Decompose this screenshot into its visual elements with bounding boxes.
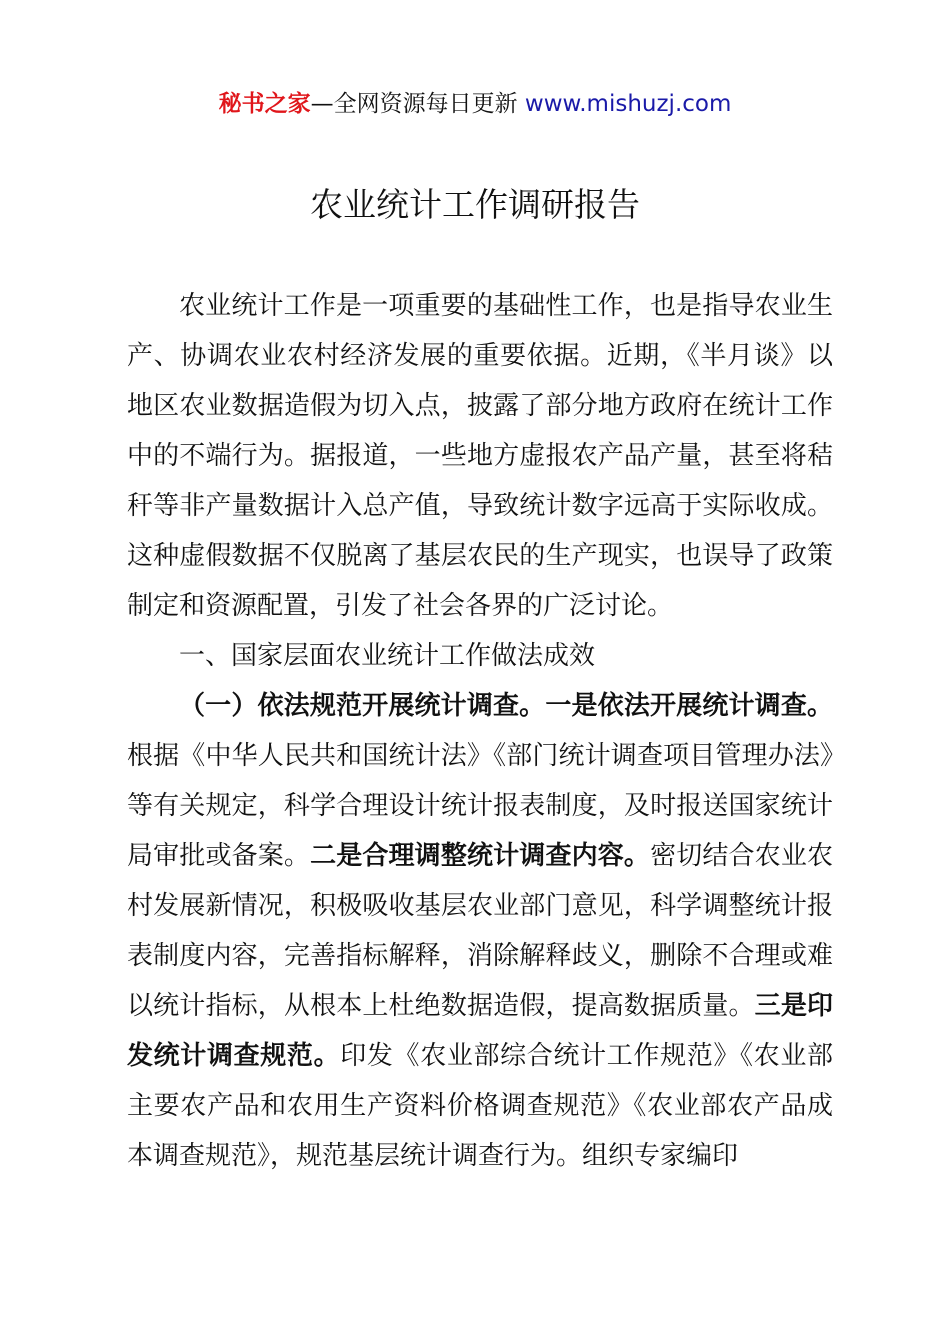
site-brand: 秘书之家 [218, 91, 311, 117]
subsection-heading: （一）依法规范开展统计调查。 [179, 691, 546, 721]
site-url-link[interactable]: www.mishuzj.com [524, 91, 732, 117]
subsection-paragraph [127, 681, 833, 1181]
site-header [0, 86, 950, 122]
intro-paragraph: 农业统计工作是一项重要的基础性工作，也是指导农业生产、协调农业农村经济发展的重要依据。近期，《半月谈》以地区农业数据造假为切入点，披露了部分地方政府在统计工作中的不端行为。据报道，一些地方虚报农产品产量，甚至将秸秆等非产量数据计入总产值，导致统计数字远高于实际收成。这种虚假数据不仅脱离了基层农民的生产现实，也误导了政策制定和资源配置，引发了社会各界的广泛讨论。 [127, 291, 833, 621]
point-text: 印发《农业部综合统计工作规范》《农业部主要农产品和农用生产资料价格调查规范》《农业部农产品成本调查规范》，规范基层统计调查行为。组织专家编印 [127, 1041, 833, 1171]
point-text: 根据《中华人民共和国统计法》《部门统计调查项目管理办法》等有关规定，科学合理设计统计报表制度，及时报送国家统计局审批或备案。 [127, 741, 833, 871]
section-heading: 一、国家层面农业统计工作做法成效 [179, 641, 596, 671]
point-text: 密切结合农业农村发展新情况，积极吸收基层农业部门意见，科学调整统计报表制度内容，完善指标解释，消除解释歧义，删除不合理或难以统计指标，从根本上杜绝数据造假，提高数据质量。 [127, 841, 833, 1021]
point-heading: 一是依法开展统计调查。 [545, 691, 833, 721]
site-tagline: —全网资源每日更新 [310, 91, 518, 117]
point-heading: 三是印发统计调查规范。 [127, 991, 833, 1071]
document-body [127, 281, 833, 1181]
point-heading: 二是合理调整统计调查内容。 [310, 841, 651, 871]
document-title: 农业统计工作调研报告 [310, 185, 640, 224]
